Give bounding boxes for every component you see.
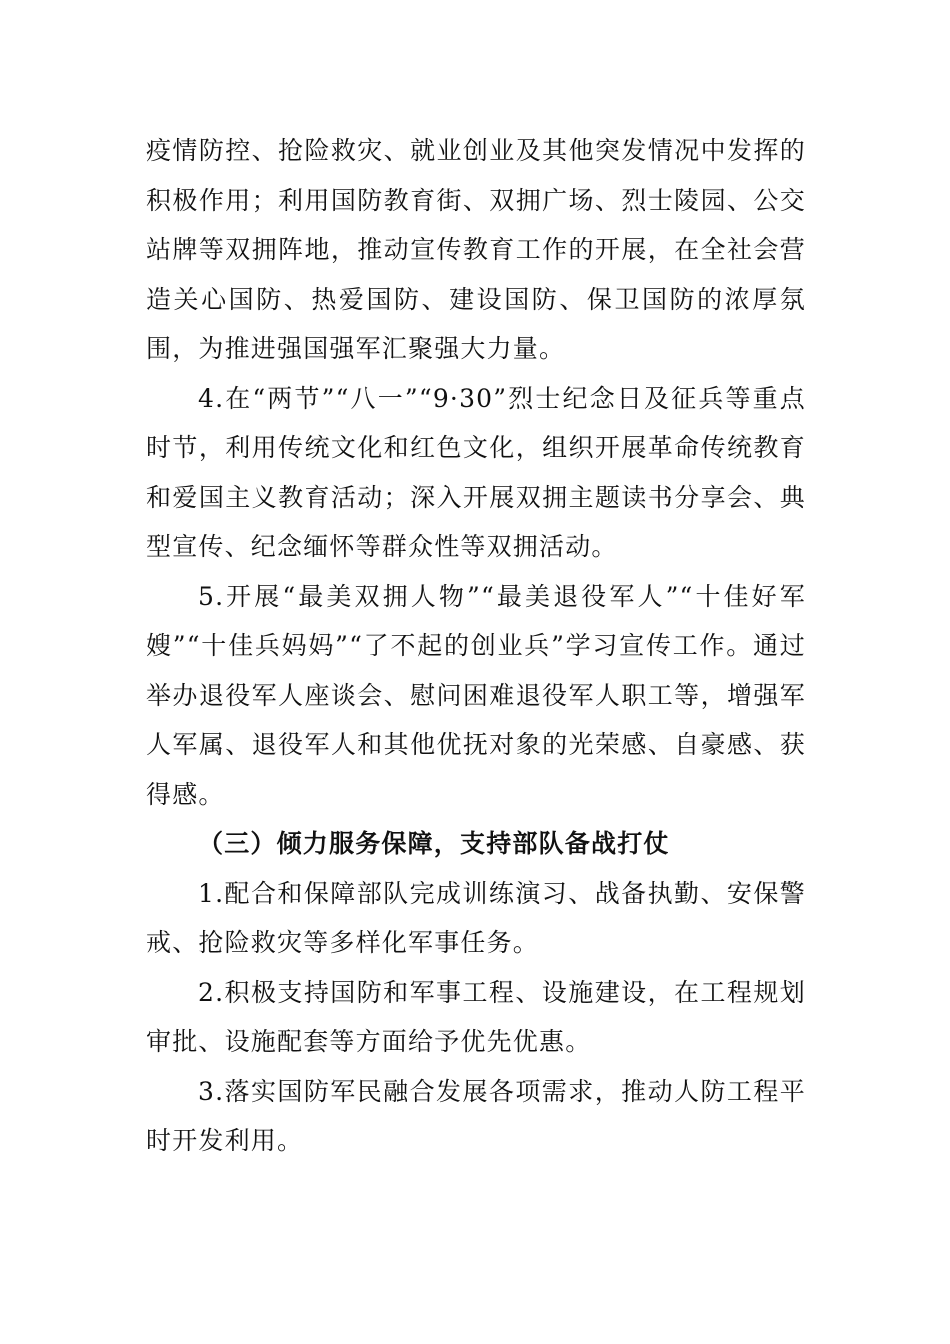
document-body bbox=[146, 126, 806, 1166]
section-item-3: 3.落实国防军民融合发展各项需求，推动人防工程平时开发利用。 bbox=[146, 1076, 806, 1155]
paragraph-continuation: 疫情防控、抢险救灾、就业创业及其他突发情况中发挥的积极作用；利用国防教育街、双拥广场、烈士陵园、公交站牌等双拥阵地，推动宣传教育工作的开展，在全社会营造关心国防、热爱国防、建设国防、保卫国防的浓厚氛围，为推进强国强军汇聚强大力量。 bbox=[146, 136, 806, 363]
section-item-1: 1.配合和保障部队完成训练演习、战备执勤、安保警戒、抢险救灾等多样化军事任务。 bbox=[146, 878, 806, 957]
section-heading: （三）倾力服务保障，支持部队备战打仗 bbox=[198, 829, 670, 858]
paragraph-item-5: 5.开展“最美双拥人物”“最美退役军人”“十佳好军嫂”“十佳兵妈妈”“了不起的创业兵”学习宣传工作。通过举办退役军人座谈会、慰问困难退役军人职工等，增强军人军属、退役军人和其他优抚对象的光荣感、自豪感、获得感。 bbox=[146, 581, 806, 809]
section-item-2: 2.积极支持国防和军事工程、设施建设，在工程规划审批、设施配套等方面给予优先优惠。 bbox=[146, 977, 806, 1056]
paragraph-item-4: 4.在“两节”“八一”“9·30”烈士纪念日及征兵等重点时节，利用传统文化和红色文化，组织开展革命传统教育和爱国主义教育活动；深入开展双拥主题读书分享会、典型宣传、纪念缅怀等群众性等双拥活动。 bbox=[146, 383, 806, 561]
